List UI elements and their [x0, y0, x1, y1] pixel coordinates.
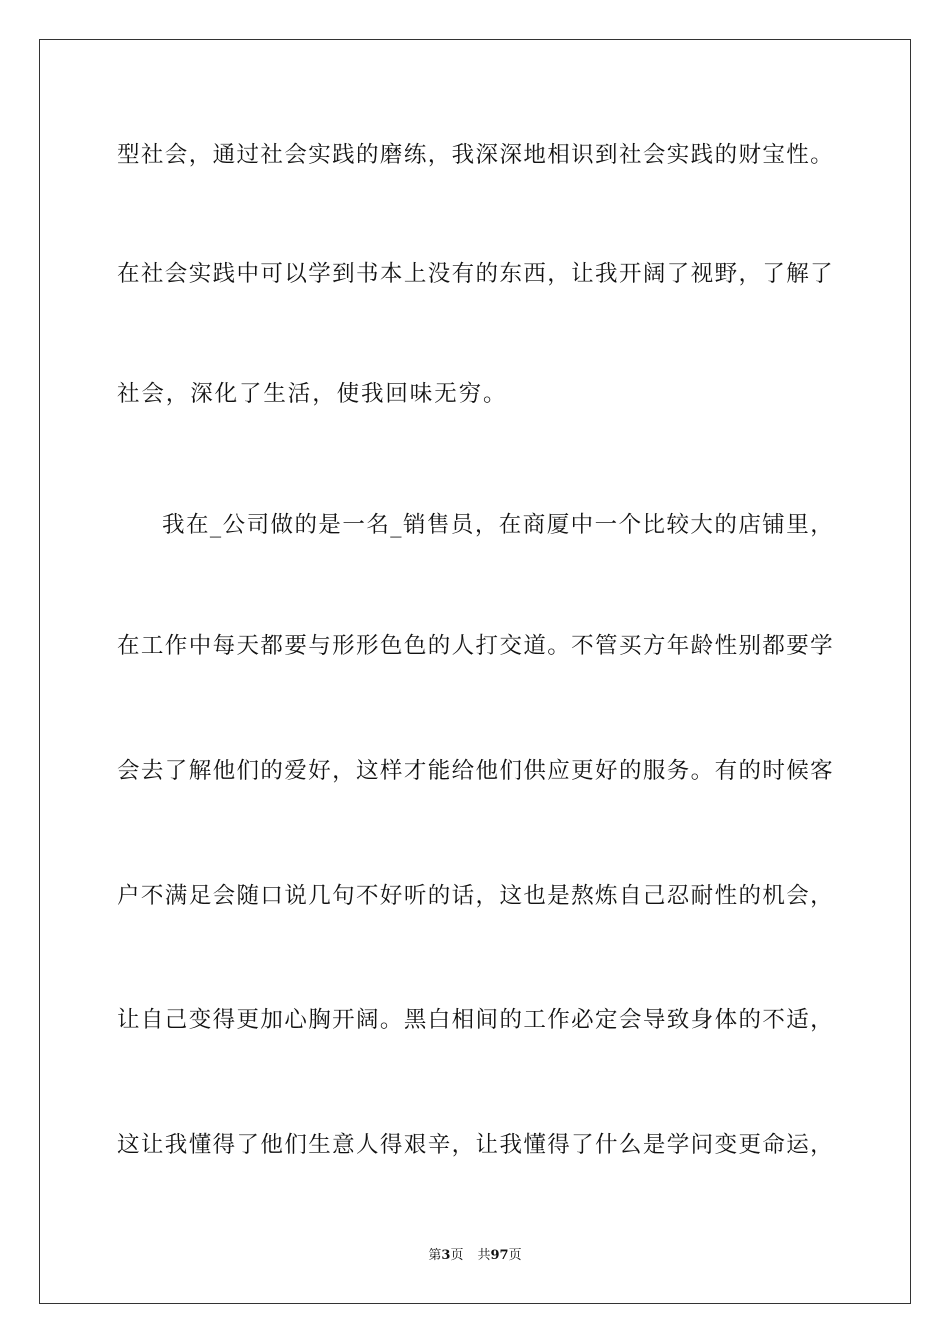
body-text-line: 会去了解他们的爱好，这样才能给他们供应更好的服务。有的时候客	[117, 758, 833, 784]
body-text-line: 社会，深化了生活，使我回味无穷。	[117, 381, 508, 407]
body-text-line: 型社会，通过社会实践的磨练，我深深地相识到社会实践的财宝性。	[117, 142, 833, 168]
page-number: 3	[441, 1248, 451, 1263]
page-footer	[0, 1247, 950, 1265]
body-text-line: 户不满足会随口说几句不好听的话，这也是熬炼自己忍耐性的机会，	[117, 883, 833, 909]
body-text-line: 在工作中每天都要与形形色色的人打交道。不管买方年龄性别都要学	[117, 633, 833, 659]
total-pages: 97	[490, 1248, 509, 1263]
body-text-line: 让自己变得更加心胸开阔。黑白相间的工作必定会导致身体的不适，	[117, 1007, 833, 1033]
paragraph-first-line: 我在_公司做的是一名_销售员，在商厦中一个比较大的店铺里，	[162, 512, 833, 538]
total-suffix: 页	[508, 1248, 522, 1263]
body-text-line: 在社会实践中可以学到书本上没有的东西，让我开阔了视野，了解了	[117, 261, 833, 287]
total-prefix: 共	[477, 1248, 491, 1263]
body-text-line: 这让我懂得了他们生意人得艰辛，让我懂得了什么是学问变更命运，	[117, 1132, 833, 1158]
page-suffix: 页	[450, 1248, 464, 1263]
page-border	[39, 39, 911, 1304]
page-prefix: 第	[428, 1248, 442, 1263]
